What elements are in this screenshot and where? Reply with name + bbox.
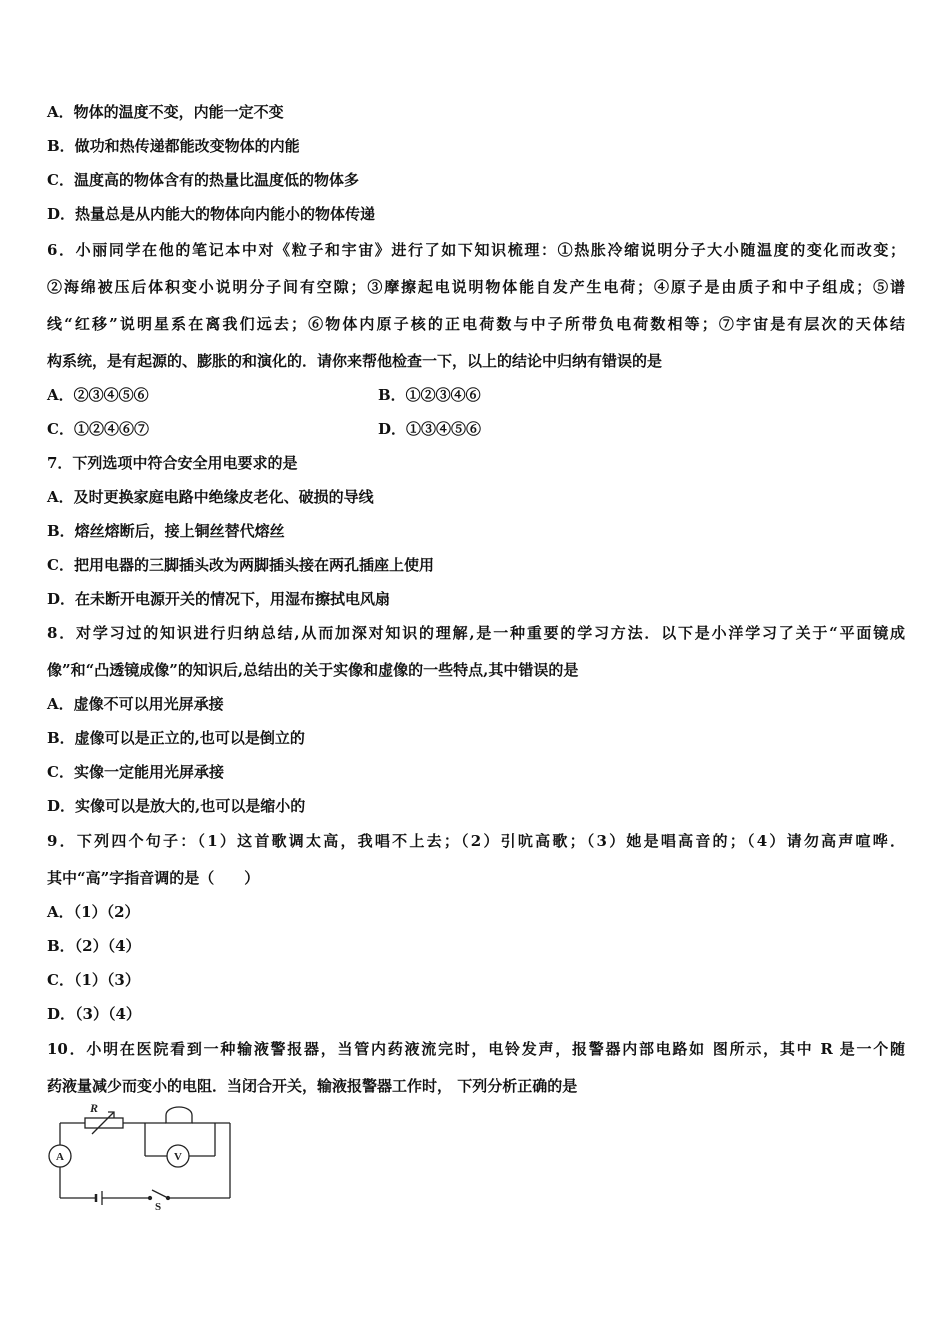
q7-option-d: D．在未断开电源开关的情况下，用湿布擦拭电风扇: [47, 590, 391, 608]
q9-option-d: D．（3）（4）: [47, 1005, 141, 1023]
q7-option-b: B．熔丝熔断后，接上铜丝替代熔丝: [47, 522, 285, 540]
q9-option-a: A．（1）（2）: [47, 903, 140, 921]
q6-option-a: A．②③④⑤⑥: [47, 386, 149, 404]
q6-option-b: B．①②③④⑥: [378, 386, 481, 404]
q7-option-a: A．及时更换家庭电路中绝缘皮老化、破损的导线: [47, 488, 374, 506]
q5-option-c: C．温度高的物体含有的热量比温度低的物体多: [47, 171, 359, 189]
q10-stem-line-1: 10．小明在医院看到一种输液警报器，当管内药液流完时，电铃发声，报警器内部电路如 图所示，其中 R 是一个随: [47, 1040, 905, 1058]
q5-option-a: A．物体的温度不变，内能一定不变: [47, 103, 284, 121]
q6-stem-line-2: ②海绵被压后体积变小说明分子间有空隙；③摩擦起电说明物体能自发产生电荷；④原子是由质子和中子组成；⑤谱: [47, 278, 905, 296]
circuit-diagram: [40, 1098, 245, 1213]
switch-label: S: [154, 1201, 162, 1213]
q8-stem-line-1: 8．对学习过的知识进行归纳总结,从而加深对知识的理解,是一种重要的学习方法．以下是小洋学习了关于“平面镜成: [47, 624, 905, 642]
q6-stem-line-3: 线“红移”说明星系在离我们远去；⑥物体内原子核的正电荷数与中子所带负电荷数相等；⑦宇宙是有层次的天体结: [47, 315, 905, 333]
resistor-label: R: [90, 1101, 99, 1115]
q8-option-c: C．实像一定能用光屏承接: [47, 763, 224, 781]
q8-option-a: A．虚像不可以用光屏承接: [47, 695, 224, 713]
q8-option-b: B．虚像可以是正立的,也可以是倒立的: [47, 729, 305, 747]
q7-option-c: C．把用电器的三脚插头改为两脚插头接在两孔插座上使用: [47, 556, 434, 574]
q6-option-d: D．①③④⑤⑥: [378, 420, 482, 438]
q6-stem-line-1: 6．小丽同学在他的笔记本中对《粒子和宇宙》进行了如下知识梳理：①热胀冷缩说明分子大小随温度的变化而改变；: [47, 241, 905, 259]
q6-stem-line-4: 构系统，是有起源的、膨胀的和演化的．请你来帮他检查一下，以上的结论中归纳有错误的是: [47, 352, 663, 370]
q9-option-c: C．（1）（3）: [47, 971, 140, 989]
bell: [166, 1107, 192, 1123]
q6-option-c: C．①②④⑥⑦: [47, 420, 149, 438]
q7-stem: 7．下列选项中符合安全用电要求的是: [47, 454, 298, 472]
q9-stem-line-2: 其中“高”字指音调的是（ ）: [47, 869, 260, 887]
q5-option-b: B．做功和热传递都能改变物体的内能: [47, 137, 300, 155]
q8-stem-line-2: 像”和“凸透镜成像”的知识后,总结出的关于实像和虚像的一些特点,其中错误的是: [47, 661, 579, 679]
q9-option-b: B．（2）（4）: [47, 937, 141, 955]
q5-option-d: D．热量总是从内能大的物体向内能小的物体传递: [47, 205, 376, 223]
resistor: [85, 1118, 123, 1128]
q9-stem-line-1: 9．下列四个句子：（1）这首歌调太高，我唱不上去；（2）引吭高歌；（3）她是唱高音的；（4）请勿高声喧哗．: [47, 832, 905, 850]
voltmeter-label: V: [174, 1151, 182, 1163]
switch: [152, 1190, 168, 1198]
q10-stem-line-2: 药液量减少而变小的电阻．当闭合开关，输液报警器工作时， 下列分析正确的是: [47, 1077, 578, 1095]
q8-option-d: D．实像可以是放大的,也可以是缩小的: [47, 797, 306, 815]
ammeter-label: A: [56, 1151, 64, 1163]
